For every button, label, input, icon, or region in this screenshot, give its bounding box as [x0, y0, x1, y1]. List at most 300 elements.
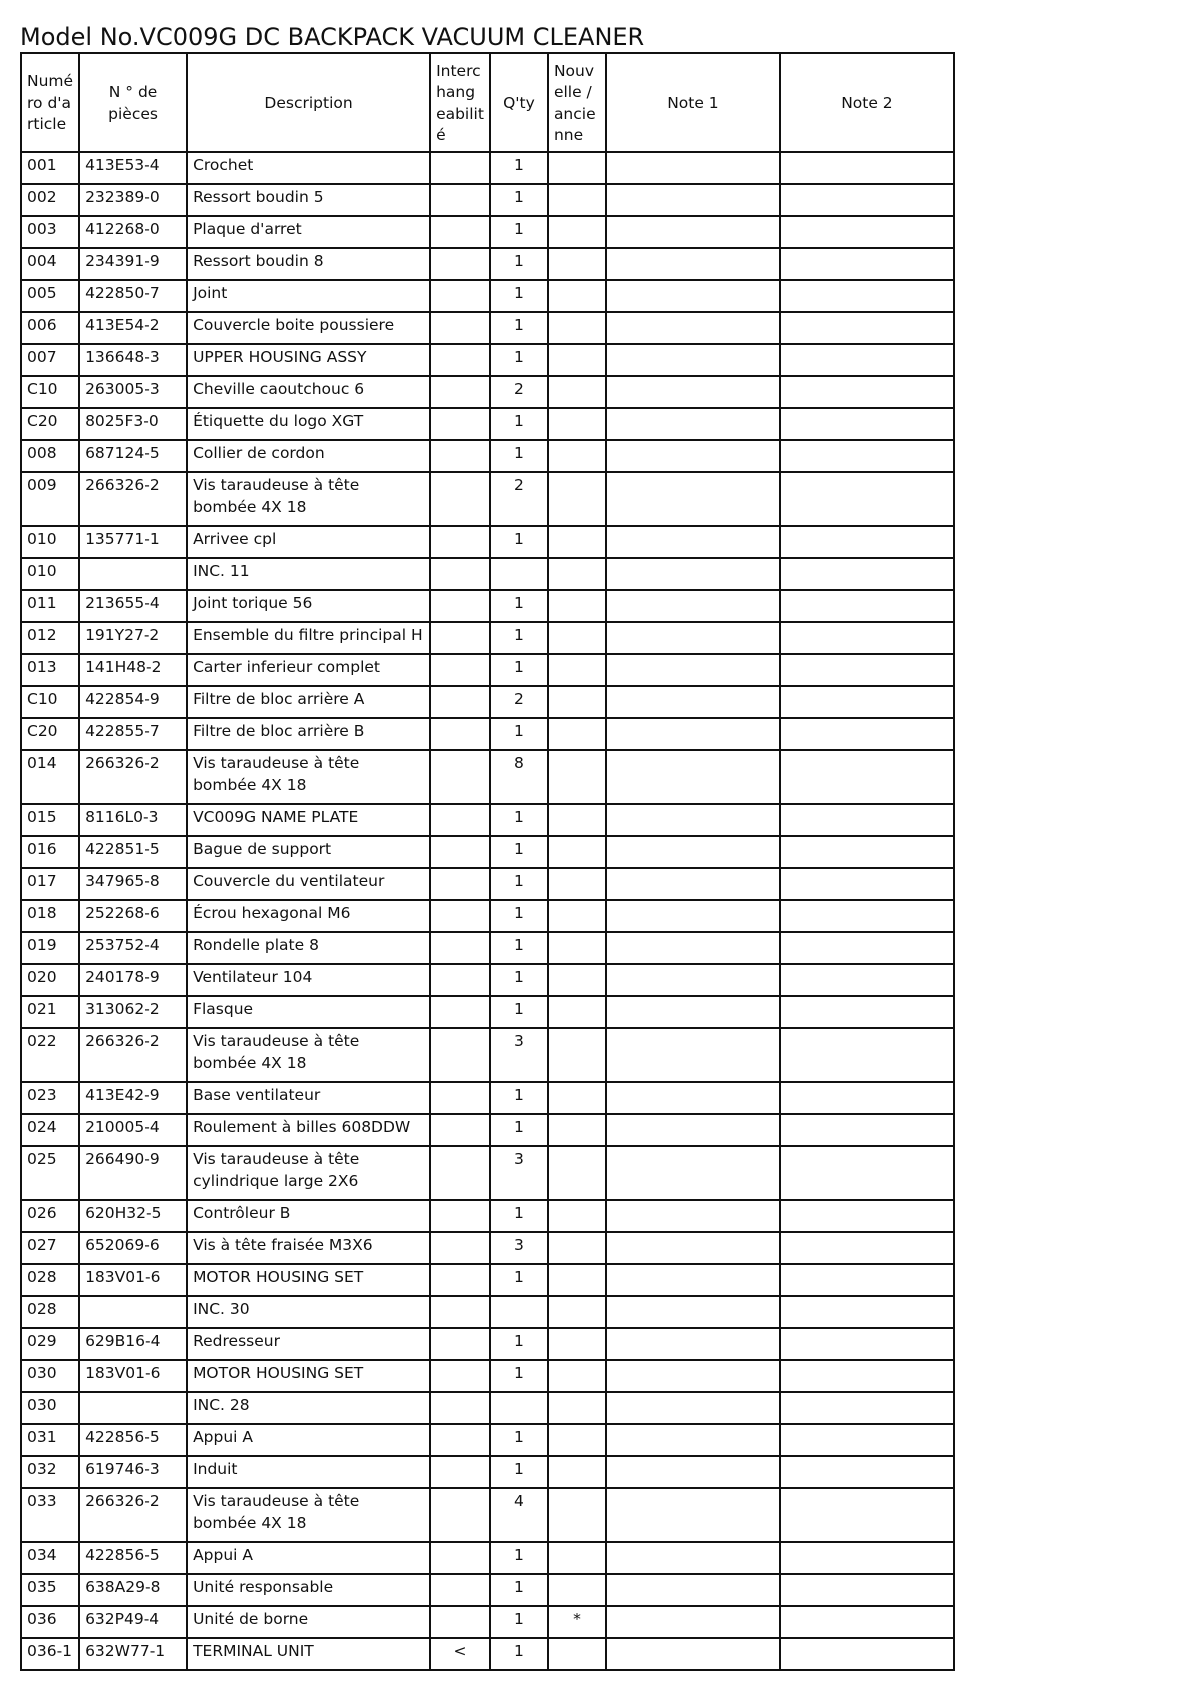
cell-item-number: 014	[21, 750, 79, 804]
cell-interchangeability	[430, 376, 490, 408]
cell-new-old	[548, 1028, 606, 1082]
cell-quantity: 1	[490, 1606, 548, 1638]
cell-description: Ensemble du filtre principal H	[187, 622, 430, 654]
table-row	[21, 1232, 954, 1264]
cell-note-1	[606, 804, 780, 836]
cell-quantity: 1	[490, 1360, 548, 1392]
cell-part-number: 253752-4	[79, 932, 187, 964]
cell-quantity: 1	[490, 996, 548, 1028]
cell-note-2	[780, 1638, 954, 1670]
cell-item-number: 002	[21, 184, 79, 216]
cell-new-old	[548, 750, 606, 804]
cell-item-number: C10	[21, 376, 79, 408]
cell-note-2	[780, 312, 954, 344]
cell-description: Vis taraudeuse à tête bombée 4X 18	[187, 472, 430, 526]
cell-new-old	[548, 440, 606, 472]
cell-new-old	[548, 344, 606, 376]
cell-item-number: 005	[21, 280, 79, 312]
cell-quantity: 1	[490, 1456, 548, 1488]
cell-interchangeability	[430, 1232, 490, 1264]
table-row	[21, 590, 954, 622]
cell-item-number: 036	[21, 1606, 79, 1638]
cell-part-number	[79, 558, 187, 590]
cell-note-2	[780, 1328, 954, 1360]
cell-interchangeability	[430, 932, 490, 964]
cell-description: Vis taraudeuse à tête cylindrique large 2X6	[187, 1146, 430, 1200]
table-row	[21, 750, 954, 804]
cell-quantity: 1	[490, 1424, 548, 1456]
cell-note-1	[606, 312, 780, 344]
cell-new-old	[548, 654, 606, 686]
cell-part-number: 210005-4	[79, 1114, 187, 1146]
table-row	[21, 932, 954, 964]
cell-interchangeability	[430, 836, 490, 868]
table-row	[21, 1638, 954, 1670]
cell-note-1	[606, 526, 780, 558]
cell-note-1	[606, 900, 780, 932]
cell-quantity: 1	[490, 526, 548, 558]
cell-item-number: 003	[21, 216, 79, 248]
cell-part-number: 422856-5	[79, 1424, 187, 1456]
cell-item-number: 025	[21, 1146, 79, 1200]
cell-part-number: 183V01-6	[79, 1360, 187, 1392]
table-row	[21, 344, 954, 376]
cell-description: Roulement à billes 608DDW	[187, 1114, 430, 1146]
cell-note-1	[606, 1638, 780, 1670]
cell-note-1	[606, 1296, 780, 1328]
cell-note-2	[780, 1232, 954, 1264]
cell-new-old	[548, 1360, 606, 1392]
cell-interchangeability	[430, 1028, 490, 1082]
col-header-part-number: N ° de pièces	[79, 53, 187, 152]
cell-new-old	[548, 932, 606, 964]
table-row	[21, 280, 954, 312]
cell-note-1	[606, 1606, 780, 1638]
cell-note-1	[606, 622, 780, 654]
cell-part-number: 422851-5	[79, 836, 187, 868]
cell-description: Unité responsable	[187, 1574, 430, 1606]
cell-part-number: 135771-1	[79, 526, 187, 558]
cell-interchangeability	[430, 472, 490, 526]
table-row	[21, 558, 954, 590]
cell-description: TERMINAL UNIT	[187, 1638, 430, 1670]
cell-interchangeability	[430, 558, 490, 590]
cell-part-number: 8116L0-3	[79, 804, 187, 836]
cell-note-2	[780, 184, 954, 216]
cell-note-2	[780, 1488, 954, 1542]
table-row	[21, 1424, 954, 1456]
cell-quantity: 2	[490, 472, 548, 526]
cell-description: Étiquette du logo XGT	[187, 408, 430, 440]
cell-quantity: 1	[490, 932, 548, 964]
cell-part-number: 347965-8	[79, 868, 187, 900]
cell-note-2	[780, 718, 954, 750]
cell-part-number: 422850-7	[79, 280, 187, 312]
table-row	[21, 1392, 954, 1424]
cell-note-2	[780, 932, 954, 964]
cell-note-2	[780, 248, 954, 280]
cell-interchangeability	[430, 996, 490, 1028]
cell-note-2	[780, 376, 954, 408]
cell-item-number: 001	[21, 152, 79, 184]
col-header-note-2: Note 2	[780, 53, 954, 152]
cell-note-1	[606, 996, 780, 1028]
cell-note-2	[780, 1082, 954, 1114]
cell-note-2	[780, 686, 954, 718]
cell-note-1	[606, 1360, 780, 1392]
cell-note-2	[780, 590, 954, 622]
cell-note-1	[606, 280, 780, 312]
cell-quantity: 1	[490, 344, 548, 376]
cell-interchangeability	[430, 184, 490, 216]
cell-new-old	[548, 248, 606, 280]
cell-new-old	[548, 472, 606, 526]
cell-part-number: 266326-2	[79, 472, 187, 526]
cell-interchangeability	[430, 248, 490, 280]
cell-interchangeability	[430, 1264, 490, 1296]
cell-interchangeability	[430, 1542, 490, 1574]
cell-new-old	[548, 1574, 606, 1606]
cell-note-2	[780, 1424, 954, 1456]
cell-item-number: 031	[21, 1424, 79, 1456]
cell-item-number: 015	[21, 804, 79, 836]
cell-description: Vis taraudeuse à tête bombée 4X 18	[187, 750, 430, 804]
table-row	[21, 996, 954, 1028]
cell-note-2	[780, 964, 954, 996]
cell-new-old	[548, 590, 606, 622]
cell-item-number: 006	[21, 312, 79, 344]
cell-item-number: 036-1	[21, 1638, 79, 1670]
cell-item-number: 011	[21, 590, 79, 622]
cell-item-number: 032	[21, 1456, 79, 1488]
cell-note-1	[606, 1028, 780, 1082]
cell-note-2	[780, 996, 954, 1028]
parts-table	[20, 52, 955, 1671]
cell-note-2	[780, 280, 954, 312]
cell-note-1	[606, 1488, 780, 1542]
cell-quantity: 1	[490, 964, 548, 996]
cell-interchangeability	[430, 1296, 490, 1328]
cell-note-1	[606, 964, 780, 996]
cell-interchangeability	[430, 804, 490, 836]
cell-quantity: 3	[490, 1232, 548, 1264]
cell-note-2	[780, 472, 954, 526]
cell-new-old	[548, 1488, 606, 1542]
cell-note-1	[606, 686, 780, 718]
cell-description: Carter inferieur complet	[187, 654, 430, 686]
cell-new-old	[548, 216, 606, 248]
cell-interchangeability	[430, 1082, 490, 1114]
parts-table-body	[21, 152, 954, 1670]
table-row	[21, 622, 954, 654]
table-row	[21, 408, 954, 440]
cell-note-1	[606, 654, 780, 686]
cell-note-2	[780, 1574, 954, 1606]
cell-description: Flasque	[187, 996, 430, 1028]
cell-note-2	[780, 622, 954, 654]
cell-quantity	[490, 558, 548, 590]
table-row	[21, 718, 954, 750]
cell-new-old	[548, 1114, 606, 1146]
cell-note-2	[780, 526, 954, 558]
cell-part-number: 266326-2	[79, 750, 187, 804]
cell-item-number: 028	[21, 1264, 79, 1296]
cell-description: Appui A	[187, 1424, 430, 1456]
cell-description: Joint torique 56	[187, 590, 430, 622]
cell-new-old	[548, 996, 606, 1028]
table-row	[21, 1488, 954, 1542]
cell-note-2	[780, 1542, 954, 1574]
cell-item-number: 018	[21, 900, 79, 932]
cell-description: Collier de cordon	[187, 440, 430, 472]
cell-new-old	[548, 868, 606, 900]
table-row	[21, 248, 954, 280]
cell-quantity: 3	[490, 1028, 548, 1082]
cell-note-2	[780, 408, 954, 440]
cell-part-number: 413E54-2	[79, 312, 187, 344]
cell-item-number: C20	[21, 408, 79, 440]
cell-note-1	[606, 344, 780, 376]
cell-description: Écrou hexagonal M6	[187, 900, 430, 932]
cell-interchangeability	[430, 1424, 490, 1456]
cell-description: UPPER HOUSING ASSY	[187, 344, 430, 376]
cell-interchangeability	[430, 408, 490, 440]
cell-note-2	[780, 868, 954, 900]
cell-new-old	[548, 1232, 606, 1264]
cell-new-old: *	[548, 1606, 606, 1638]
cell-note-2	[780, 152, 954, 184]
col-header-description: Description	[187, 53, 430, 152]
cell-note-1	[606, 868, 780, 900]
cell-note-1	[606, 408, 780, 440]
col-header-note-1: Note 1	[606, 53, 780, 152]
cell-item-number: 008	[21, 440, 79, 472]
cell-part-number	[79, 1296, 187, 1328]
cell-description: Filtre de bloc arrière A	[187, 686, 430, 718]
cell-part-number: 213655-4	[79, 590, 187, 622]
table-row	[21, 440, 954, 472]
cell-interchangeability	[430, 526, 490, 558]
cell-description: Vis à tête fraisée M3X6	[187, 1232, 430, 1264]
cell-quantity: 1	[490, 216, 548, 248]
cell-description: Joint	[187, 280, 430, 312]
cell-note-2	[780, 1392, 954, 1424]
cell-description: Crochet	[187, 152, 430, 184]
cell-interchangeability	[430, 654, 490, 686]
cell-quantity: 1	[490, 900, 548, 932]
cell-description: Couvercle boite poussiere	[187, 312, 430, 344]
cell-interchangeability: <	[430, 1638, 490, 1670]
cell-note-1	[606, 1424, 780, 1456]
cell-quantity: 1	[490, 804, 548, 836]
cell-note-1	[606, 750, 780, 804]
cell-item-number: 027	[21, 1232, 79, 1264]
cell-interchangeability	[430, 590, 490, 622]
cell-item-number: 007	[21, 344, 79, 376]
table-row	[21, 472, 954, 526]
cell-interchangeability	[430, 868, 490, 900]
cell-interchangeability	[430, 216, 490, 248]
cell-part-number	[79, 1392, 187, 1424]
cell-note-2	[780, 1360, 954, 1392]
cell-interchangeability	[430, 440, 490, 472]
cell-description: Base ventilateur	[187, 1082, 430, 1114]
table-row	[21, 686, 954, 718]
cell-description: Vis taraudeuse à tête bombée 4X 18	[187, 1028, 430, 1082]
cell-note-1	[606, 1264, 780, 1296]
cell-new-old	[548, 408, 606, 440]
cell-part-number: 8025F3-0	[79, 408, 187, 440]
cell-interchangeability	[430, 900, 490, 932]
table-row	[21, 1456, 954, 1488]
cell-interchangeability	[430, 964, 490, 996]
cell-part-number: 183V01-6	[79, 1264, 187, 1296]
cell-description: Arrivee cpl	[187, 526, 430, 558]
cell-part-number: 136648-3	[79, 344, 187, 376]
cell-note-2	[780, 654, 954, 686]
cell-note-2	[780, 1114, 954, 1146]
cell-note-2	[780, 804, 954, 836]
table-row	[21, 868, 954, 900]
cell-note-1	[606, 558, 780, 590]
cell-new-old	[548, 558, 606, 590]
cell-note-1	[606, 1146, 780, 1200]
cell-description: Bague de support	[187, 836, 430, 868]
cell-description: Contrôleur B	[187, 1200, 430, 1232]
cell-part-number: 652069-6	[79, 1232, 187, 1264]
cell-note-1	[606, 1456, 780, 1488]
cell-note-2	[780, 750, 954, 804]
cell-quantity: 1	[490, 280, 548, 312]
cell-part-number: 252268-6	[79, 900, 187, 932]
cell-note-2	[780, 1606, 954, 1638]
cell-part-number: 422856-5	[79, 1542, 187, 1574]
cell-part-number: 412268-0	[79, 216, 187, 248]
cell-interchangeability	[430, 1606, 490, 1638]
cell-note-2	[780, 1200, 954, 1232]
cell-part-number: 632W77-1	[79, 1638, 187, 1670]
cell-new-old	[548, 804, 606, 836]
cell-description: Vis taraudeuse à tête bombée 4X 18	[187, 1488, 430, 1542]
cell-item-number: 012	[21, 622, 79, 654]
cell-part-number: 141H48-2	[79, 654, 187, 686]
cell-interchangeability	[430, 1360, 490, 1392]
table-row	[21, 654, 954, 686]
cell-quantity: 1	[490, 1264, 548, 1296]
cell-part-number: 687124-5	[79, 440, 187, 472]
cell-part-number: 422855-7	[79, 718, 187, 750]
cell-new-old	[548, 836, 606, 868]
cell-note-1	[606, 376, 780, 408]
cell-interchangeability	[430, 1574, 490, 1606]
cell-part-number: 266326-2	[79, 1028, 187, 1082]
table-row	[21, 900, 954, 932]
cell-quantity: 1	[490, 654, 548, 686]
cell-description: Plaque d'arret	[187, 216, 430, 248]
cell-quantity: 1	[490, 1082, 548, 1114]
cell-quantity: 1	[490, 152, 548, 184]
cell-description: Ressort boudin 8	[187, 248, 430, 280]
cell-item-number: 034	[21, 1542, 79, 1574]
cell-part-number: 266490-9	[79, 1146, 187, 1200]
cell-description: INC. 28	[187, 1392, 430, 1424]
cell-quantity: 3	[490, 1146, 548, 1200]
table-row	[21, 1542, 954, 1574]
cell-item-number: 016	[21, 836, 79, 868]
cell-note-2	[780, 1264, 954, 1296]
cell-part-number: 619746-3	[79, 1456, 187, 1488]
cell-note-2	[780, 836, 954, 868]
cell-quantity	[490, 1392, 548, 1424]
cell-item-number: 010	[21, 526, 79, 558]
cell-item-number: C20	[21, 718, 79, 750]
table-row	[21, 804, 954, 836]
cell-interchangeability	[430, 1328, 490, 1360]
cell-new-old	[548, 686, 606, 718]
cell-new-old	[548, 184, 606, 216]
cell-note-1	[606, 1082, 780, 1114]
cell-description: Unité de borne	[187, 1606, 430, 1638]
cell-quantity: 2	[490, 376, 548, 408]
cell-quantity: 1	[490, 718, 548, 750]
cell-description: Rondelle plate 8	[187, 932, 430, 964]
cell-note-1	[606, 152, 780, 184]
cell-note-1	[606, 1200, 780, 1232]
table-row	[21, 1146, 954, 1200]
cell-note-1	[606, 1114, 780, 1146]
cell-interchangeability	[430, 686, 490, 718]
cell-item-number: 026	[21, 1200, 79, 1232]
cell-quantity: 1	[490, 1200, 548, 1232]
cell-item-number: 030	[21, 1392, 79, 1424]
cell-new-old	[548, 1264, 606, 1296]
cell-quantity: 1	[490, 1574, 548, 1606]
cell-item-number: 009	[21, 472, 79, 526]
cell-new-old	[548, 526, 606, 558]
cell-interchangeability	[430, 344, 490, 376]
cell-new-old	[548, 1392, 606, 1424]
cell-new-old	[548, 718, 606, 750]
cell-description: MOTOR HOUSING SET	[187, 1360, 430, 1392]
cell-new-old	[548, 1200, 606, 1232]
cell-new-old	[548, 1296, 606, 1328]
table-row	[21, 1296, 954, 1328]
cell-item-number: C10	[21, 686, 79, 718]
cell-description: Filtre de bloc arrière B	[187, 718, 430, 750]
cell-new-old	[548, 1082, 606, 1114]
cell-description: Ressort boudin 5	[187, 184, 430, 216]
cell-interchangeability	[430, 750, 490, 804]
cell-interchangeability	[430, 1146, 490, 1200]
cell-part-number: 232389-0	[79, 184, 187, 216]
cell-quantity: 1	[490, 868, 548, 900]
cell-part-number: 263005-3	[79, 376, 187, 408]
cell-quantity: 2	[490, 686, 548, 718]
cell-item-number: 019	[21, 932, 79, 964]
cell-note-1	[606, 1542, 780, 1574]
cell-item-number: 010	[21, 558, 79, 590]
col-header-new-old: Nouv elle / ancie nne	[548, 53, 606, 152]
cell-note-1	[606, 440, 780, 472]
table-row	[21, 216, 954, 248]
cell-quantity: 1	[490, 1542, 548, 1574]
cell-item-number: 035	[21, 1574, 79, 1606]
table-row	[21, 1200, 954, 1232]
table-row	[21, 1574, 954, 1606]
cell-note-2	[780, 900, 954, 932]
cell-new-old	[548, 280, 606, 312]
cell-new-old	[548, 312, 606, 344]
